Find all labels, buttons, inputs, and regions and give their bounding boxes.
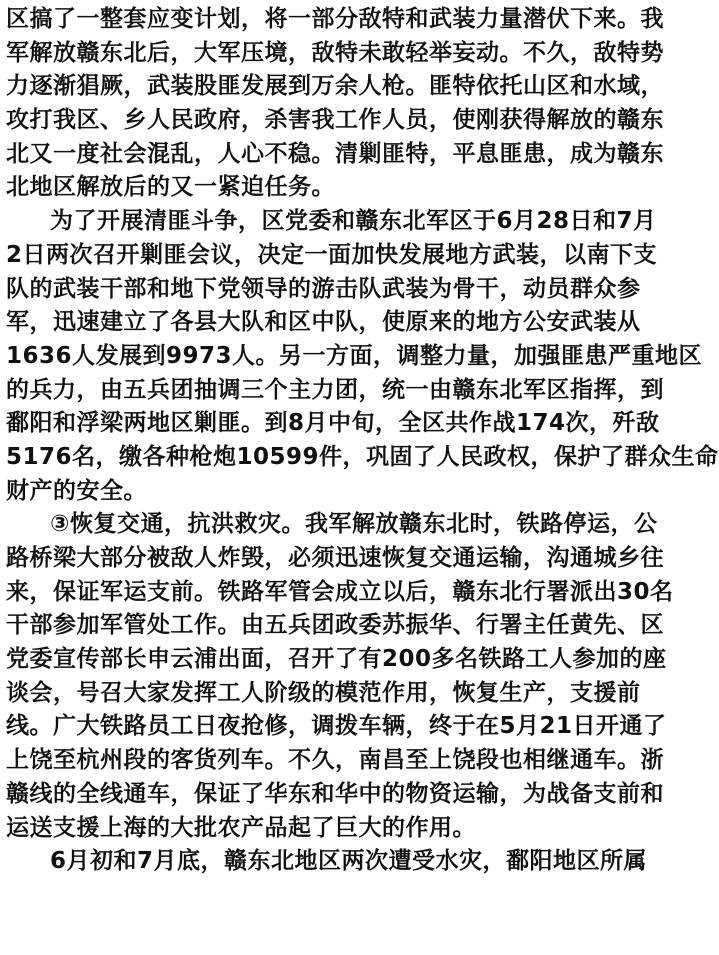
text-line: 赣线的全线通车，保证了华东和华中的物资运输，为战备支前和 <box>6 780 664 807</box>
text-line: 来，保证军运支前。铁路军管会成立以后，赣东北行署派出30名 <box>6 578 674 605</box>
text-line: 6月初和7月底，赣东北地区两次遭受水灾，鄱阳地区所属 <box>50 848 648 875</box>
text-line: 攻打我区、乡人民政府，杀害我工作人员，使刚获得解放的赣东 <box>6 107 664 134</box>
text-line: 5176名，缴各种枪炮10599件，巩固了人民政权，保护了群众生命 <box>6 443 719 470</box>
text-line: 的兵力，由五兵团抽调三个主力团，统一由赣东北军区指挥，到 <box>6 376 664 403</box>
text-line: 干部参加军管处工作。由五兵团政委苏振华、行署主任黄先、区 <box>6 612 664 639</box>
text-line: 路桥梁大部分被敌人炸毁，必须迅速恢复交通运输，沟通城乡往 <box>6 545 664 571</box>
text-line: 谈会，号召大家发挥工人阶级的模范作用，恢复生产，支援前 <box>6 679 641 706</box>
text-line: 力逐渐猖厥，武装股匪发展到万余人枪。匪特依托山区和水域， <box>6 73 664 100</box>
text-line: 北地区解放后的又一紧迫任务。 <box>6 174 335 201</box>
text-line: 北又一度社会混乱，人心不稳。清剿匪特，平息匪患，成为赣东 <box>6 140 664 167</box>
text-line: 鄱阳和浮梁两地区剿匪。到8月中旬，全区共作战174次，歼敌 <box>6 410 660 437</box>
text-line: 区搞了一整套应变计划，将一部分敌特和武装力量潜伏下来。我 <box>6 6 664 32</box>
text-line: 党委宣传部长申云浦出面，召开了有200多名铁路工人参加的座 <box>6 646 667 673</box>
text-line: 运送支援上海的大批农产品起了巨大的作用。 <box>6 814 476 841</box>
text-line: 1636人发展到9973人。另一方面，调整力量，加强匪患严重地区 <box>6 342 703 369</box>
text-body <box>6 3 719 879</box>
text-line: 上饶至杭州段的客货列车。不久，南昌至上饶段也相继通车。浙 <box>6 747 664 774</box>
text-line: 线。广大铁路员工日夜抢修，调拨车辆，终于在5月21日开通了 <box>6 713 667 740</box>
text-line: 队的武装干部和地下党领导的游击队武装为骨干，动员群众参 <box>6 275 641 302</box>
text-line: 2日两次召开剿匪会议，决定一面加快发展地方武装，以南下支 <box>6 241 658 268</box>
text-line: 军，迅速建立了各县大队和区中队，使原来的地方公安武装从 <box>6 309 641 336</box>
text-line: 军解放赣东北后，大军压境，敌特未敢轻举妄动。不久，敌特势 <box>6 39 664 66</box>
text-line: 为了开展清匪斗争，区党委和赣东北军区于6月28日和7月 <box>50 208 657 235</box>
text-line: ③恢复交通，抗洪救灾。我军解放赣东北时，铁路停运，公 <box>50 511 658 538</box>
text-line: 财产的安全。 <box>6 477 147 504</box>
